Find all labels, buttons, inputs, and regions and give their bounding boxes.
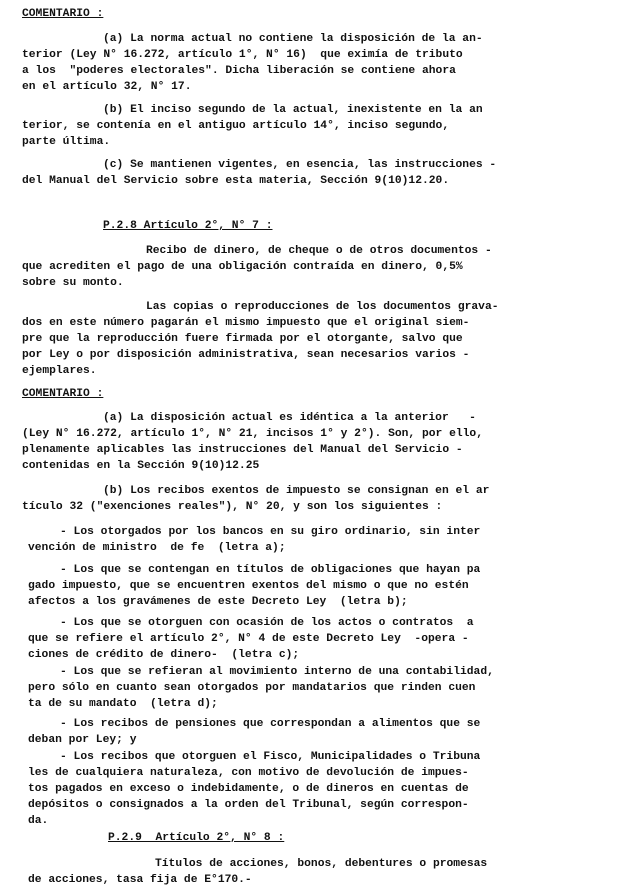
text-line: depósitos o consignados a la orden del Tribunal, según correspon-: [28, 799, 469, 811]
section-heading-p28: P.2.8 Artículo 2°, N° 7 :: [103, 220, 273, 232]
section-heading-p29: P.2.9 Artículo 2°, N° 8 :: [108, 832, 285, 844]
text-line: terior (Ley N° 16.272, artículo 1°, N° 16) que eximía de tributo: [22, 49, 463, 61]
comentario-heading-1: COMENTARIO :: [22, 8, 104, 20]
text-line: ejemplares.: [22, 365, 97, 377]
text-line: les de cualquiera naturaleza, con motivo de devolución de impues-: [28, 767, 469, 779]
text-line: (b) El inciso segundo de la actual, inexistente en la an: [103, 104, 483, 116]
text-line: (b) Los recibos exentos de impuesto se consignan en el ar: [103, 485, 490, 497]
text-line: a los "poderes electorales". Dicha liberación se contiene ahora: [22, 65, 456, 77]
text-line: Recibo de dinero, de cheque o de otros documentos -: [146, 245, 492, 257]
text-line: afectos a los gravámenes de este Decreto Ley (letra b);: [28, 596, 408, 608]
text-line: (a) La disposición actual es idéntica a la anterior -: [103, 412, 476, 424]
text-line: - Los que se contengan en títulos de obligaciones que hayan pa: [60, 564, 481, 576]
text-line: tos pagados en exceso o indebidamente, o de dineros en cuentas de: [28, 783, 469, 795]
text-line: - Los otorgados por los bancos en su giro ordinario, sin inter: [60, 526, 481, 538]
text-line: Las copias o reproducciones de los documentos grava-: [146, 301, 499, 313]
text-line: contenidas en la Sección 9(10)12.25: [22, 460, 260, 472]
text-line: dos en este número pagarán el mismo impuesto que el original siem-: [22, 317, 470, 329]
comentario-heading-2: COMENTARIO :: [22, 388, 104, 400]
text-line: ciones de crédito de dinero- (letra c);: [28, 649, 300, 661]
text-line: de acciones, tasa fija de E°170.-: [28, 874, 252, 886]
text-line: - Los recibos que otorguen el Fisco, Municipalidades o Tribuna: [60, 751, 481, 763]
text-line: sobre su monto.: [22, 277, 124, 289]
text-line: del Manual del Servicio sobre esta materia, Sección 9(10)12.20.: [22, 175, 450, 187]
text-line: por Ley o por disposición administrativa, sean necesarios varios -: [22, 349, 470, 361]
text-line: (Ley N° 16.272, artículo 1°, N° 21, incisos 1° y 2°). Son, por ello,: [22, 428, 483, 440]
text-line: da.: [28, 815, 49, 827]
text-line: (c) Se mantienen vigentes, en esencia, las instrucciones -: [103, 159, 497, 171]
text-line: que acrediten el pago de una obligación contraída en dinero, 0,5%: [22, 261, 463, 273]
text-line: (a) La norma actual no contiene la disposición de la an-: [103, 33, 483, 45]
text-line: - Los recibos de pensiones que correspondan a alimentos que se: [60, 718, 481, 730]
text-line: pre que la reproducción fuere firmada por el otorgante, salvo que: [22, 333, 463, 345]
text-line: en el artículo 32, N° 17.: [22, 81, 192, 93]
text-line: parte última.: [22, 136, 111, 148]
text-line: deban por Ley; y: [28, 734, 137, 746]
text-line: vención de ministro de fe (letra a);: [28, 542, 286, 554]
text-line: ta de su mandato (letra d);: [28, 698, 218, 710]
text-line: plenamente aplicables las instrucciones del Manual del Servicio -: [22, 444, 463, 456]
text-line: pero sólo en cuanto sean otorgados por mandatarios que rinden cuen: [28, 682, 476, 694]
text-line: Títulos de acciones, bonos, debentures o promesas: [155, 858, 488, 870]
text-line: terior, se contenía en el antiguo artículo 14°, inciso segundo,: [22, 120, 450, 132]
text-line: - Los que se refieran al movimiento interno de una contabilidad,: [60, 666, 494, 678]
text-line: - Los que se otorguen con ocasión de los actos o contratos a: [60, 617, 474, 629]
text-line: tículo 32 ("exenciones reales"), N° 20, y son los siguientes :: [22, 501, 443, 513]
text-line: gado impuesto, que se encuentren exentos del mismo o que no estén: [28, 580, 469, 592]
text-line: que se refiere el artículo 2°, N° 4 de este Decreto Ley -opera -: [28, 633, 469, 645]
